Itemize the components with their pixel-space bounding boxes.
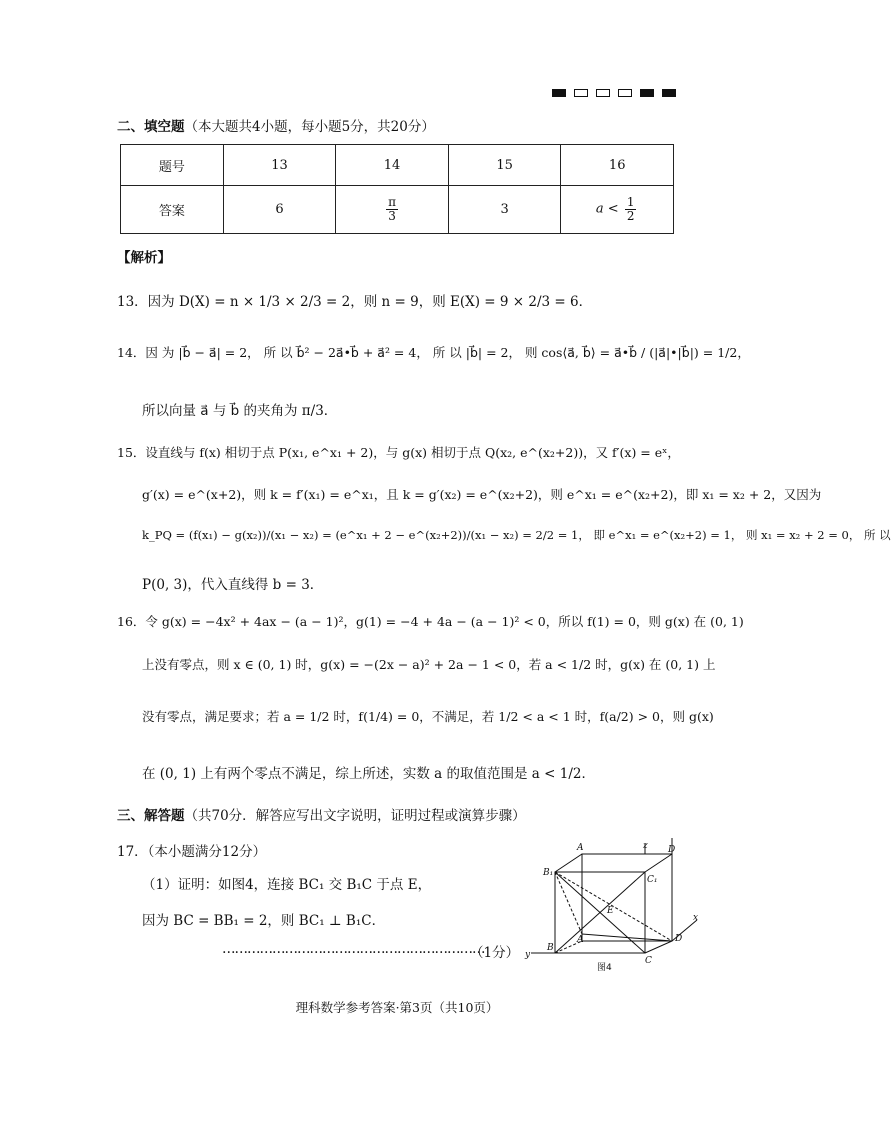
solution-15-line3: k_PQ = (f(x₁) − g(x₂))/(x₁ − x₂) = (e^x₁ + 2 − e^(x₂+2))/(x₁ − x₂) = 2/2 = 1， 即 e^x₁ = e^(x₂+2) = 1， 则 x₁ = x₂ + 2 = 0， 所 以 bbox=[142, 528, 891, 542]
mark-empty bbox=[574, 89, 588, 97]
figure-label: D bbox=[668, 845, 676, 855]
figure-label: B bbox=[547, 943, 554, 953]
analysis-title: 【解析】 bbox=[117, 250, 171, 266]
table-cell: 3 bbox=[448, 186, 561, 234]
fraction bbox=[386, 196, 398, 222]
table-row bbox=[121, 145, 674, 186]
table-cell: 题号 bbox=[121, 145, 224, 186]
fraction-denominator: 2 bbox=[626, 209, 635, 223]
figure-label: y bbox=[525, 950, 531, 960]
table-cell: 答案 bbox=[121, 186, 224, 234]
table-cell: 6 bbox=[223, 186, 336, 234]
figure-label: C₁ bbox=[647, 875, 658, 885]
answer-prefix: a < bbox=[595, 202, 619, 217]
page-footer: 理科数学参考答案·第3页（共10页） bbox=[295, 1000, 499, 1015]
solution-16-line2: 上没有零点，则 x ∈ (0, 1) 时，g(x) = −(2x − a)² + 2a − 1 < 0，若 a < 1/2 时，g(x) 在 (0, 1) 上 bbox=[142, 657, 716, 672]
question-17-title: 17．（本小题满分12分） bbox=[117, 844, 267, 860]
figure-label: x bbox=[693, 913, 699, 923]
figure-label: B₁ bbox=[543, 868, 554, 878]
figure-label: C bbox=[645, 956, 652, 966]
figure-label: E bbox=[607, 906, 614, 916]
mark-empty bbox=[618, 89, 632, 97]
section3-note: （共70分．解答应写出文字说明，证明过程或演算步骤） bbox=[184, 808, 526, 824]
section2-note: （本大题共4小题，每小题5分，共20分） bbox=[184, 119, 435, 135]
table-row bbox=[121, 186, 674, 234]
table-cell bbox=[561, 186, 674, 234]
solution-16-line4: 在 (0, 1) 上有两个零点不满足，综上所述，实数 a 的取值范围是 a < 1/2． bbox=[142, 766, 595, 782]
section3-heading bbox=[117, 804, 526, 824]
table-cell: 14 bbox=[336, 145, 449, 186]
solution-15-line2: g′(x) = e^(x+2)，则 k = f′(x₁) = e^x₁，且 k = g′(x₂) = e^(x₂+2)，则 e^x₁ = e^(x₂+2)，即 x₁ = x₂ + 2，又因为 bbox=[142, 487, 822, 502]
score-label: （1分） bbox=[470, 945, 520, 961]
header-marks bbox=[552, 89, 676, 97]
fraction-numerator: π bbox=[388, 195, 396, 210]
solution-16-line3: 没有零点，满足要求；若 a = 1/2 时，f(1/4) = 0，不满足，若 1/2 < a < 1 时，f(a/2) > 0，则 g(x) bbox=[142, 709, 714, 724]
figure-label: A bbox=[577, 843, 584, 853]
question-17-line2: 因为 BC = BB₁ = 2，则 BC₁ ⊥ B₁C． bbox=[142, 913, 386, 929]
mark-filled bbox=[640, 89, 654, 97]
mark-filled bbox=[552, 89, 566, 97]
solution-13: 13．因为 D(X) = n × 1/3 × 2/3 = 2，则 n = 9，则 E(X) = 9 × 2/3 = 6． bbox=[117, 294, 593, 310]
section3-title: 三、解答题 bbox=[117, 808, 185, 824]
figure-caption: 图4 bbox=[597, 963, 612, 973]
table-cell: 15 bbox=[448, 145, 561, 186]
section2-heading bbox=[117, 115, 435, 135]
solution-14-line1: 14．因 为 |b⃗ − a⃗| = 2， 所 以 b⃗² − 2a⃗•b⃗ + a⃗² = 4， 所 以 |b⃗| = 2， 则 cos⟨a⃗, b⃗⟩ = a⃗•b⃗ / (|a⃗|•|b⃗|) = 1/2， bbox=[117, 345, 750, 360]
table-cell: 16 bbox=[561, 145, 674, 186]
score-dots: ……………………………………………………… bbox=[222, 941, 485, 957]
table-cell bbox=[336, 186, 449, 234]
fraction-numerator: 1 bbox=[626, 195, 635, 210]
mark-filled bbox=[662, 89, 676, 97]
cube-figure bbox=[525, 838, 701, 972]
answer-table bbox=[120, 144, 674, 234]
solution-14-line2: 所以向量 a⃗ 与 b⃗ 的夹角为 π/3． bbox=[142, 403, 338, 419]
solution-15-line4: P(0, 3)，代入直线得 b = 3． bbox=[142, 577, 324, 593]
fraction bbox=[625, 196, 637, 222]
table-cell: 13 bbox=[223, 145, 336, 186]
figure-label: z bbox=[643, 841, 648, 851]
figure-label: A bbox=[577, 935, 584, 945]
figure-label: D bbox=[675, 934, 683, 944]
question-17-line1: （1）证明：如图4，连接 BC₁ 交 B₁C 于点 E， bbox=[142, 877, 432, 893]
solution-16-line1: 16．令 g(x) = −4x² + 4ax − (a − 1)²，g(1) = −4 + 4a − (a − 1)² < 0，所以 f(1) = 0，则 g(x) 在 (0, 1) bbox=[117, 614, 744, 629]
fraction-denominator: 3 bbox=[388, 209, 396, 223]
section2-title: 二、填空题 bbox=[117, 119, 185, 135]
solution-15-line1: 15．设直线与 f(x) 相切于点 P(x₁, e^x₁ + 2)，与 g(x) 相切于点 Q(x₂, e^(x₂+2))，又 f′(x) = eˣ， bbox=[117, 445, 680, 460]
mark-empty bbox=[596, 89, 610, 97]
